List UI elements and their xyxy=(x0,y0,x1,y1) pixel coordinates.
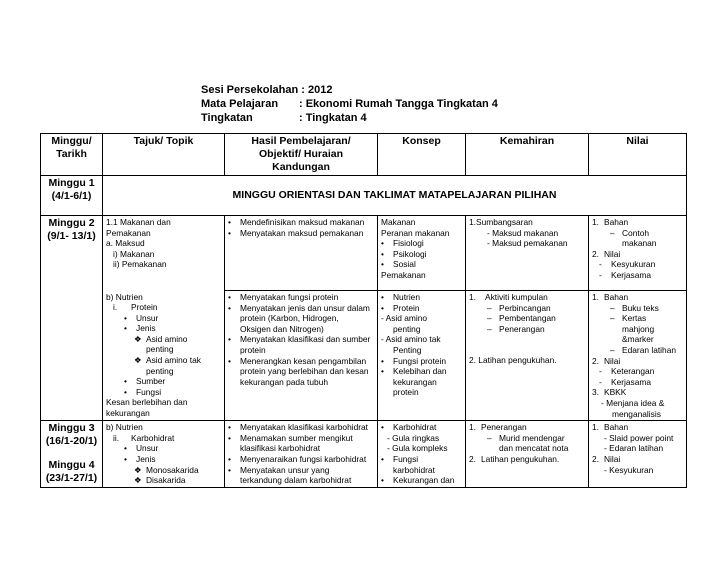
col-konsep: Konsep xyxy=(378,134,466,176)
week2-nilai-b: 1. Bahan – Buku teks – Kertas mahjong &marker – Edaran latihan 2. Nilai - Keterangan - Kerjasama 3. KBKK - Menjana idea & menganalisis xyxy=(589,291,687,421)
week3-topic: b) Nutrien ii. Karbohidrat • Unsur • Jenis ❖ Monosakarida ❖ Disakarida xyxy=(103,421,225,488)
session-line: Sesi Persekolahan : 2012 xyxy=(201,84,333,96)
week2-topic-a: 1.1 Makanan dan Pemakanan a. Maksud i) Makanan ii) Pemakanan xyxy=(103,216,225,291)
col-minggu: Minggu/ Tarikh xyxy=(41,134,103,176)
week3-nilai: 1. Bahan - Slaid power point - Edaran latihan 2. Nilai - Kesyukuran xyxy=(589,421,687,488)
week2-kemahiran-a: 1.Sumbangsaran - Maksud makanan - Maksud pemakanan xyxy=(466,216,589,291)
week2-konsep-b: • Nutrien • Protein - Asid amino penting - Asid amino tak Penting • Fungsi protein • Kelebihan dan kekurangan protein xyxy=(378,291,466,421)
week2-row-b xyxy=(41,291,687,421)
week3-hasil: • Menyatakan klasifikasi karbohidrat • Menamakan sumber mengikut klasifikasi karbohidrat • Menyenaraikan fungsi karbohidrat • Menyatakan unsur yang terkandung dalam karbohidrat xyxy=(225,421,378,488)
week2-label: Minggu 2 (9/1- 13/1) xyxy=(41,216,103,421)
col-hasil: Hasil Pembelajaran/ Objektif/ Huraian Kandungan xyxy=(225,134,378,176)
document-meta xyxy=(201,83,498,125)
week1-label: Minggu 1 (4/1-6/1) xyxy=(41,176,103,216)
week2-konsep-a: Makanan Peranan makanan • Fisiologi • Psikologi • Sosial Pemakanan xyxy=(378,216,466,291)
week2-hasil-b: • Menyatakan fungsi protein • Menyatakan jenis dan unsur dalam protein (Karbon, Hidrogen, Oksigen dan Nitrogen) • Menyatakan klasifikasi dan sumber protein • Menerangkan kesan pengambilan protein yang berlebihan dan kesan kekurangan pada tubuh xyxy=(225,291,378,421)
level-value: : Tingkatan 4 xyxy=(299,112,367,124)
week2-topic-b: b) Nutrien i. Protein • Unsur • Jenis ❖ Asid amino penting ❖ Asid amino tak penting • Sumber • Fungsi Kesan berlebihan dan kekurangan xyxy=(103,291,225,421)
week3-kemahiran: 1. Penerangan – Murid mendengar dan mencatat nota 2. Latihan pengukuhan. xyxy=(466,421,589,488)
subject-line xyxy=(201,97,498,111)
week2-nilai-a: 1. Bahan – Contoh makanan 2. Nilai - Kesyukuran - Kerjasama xyxy=(589,216,687,291)
week1-row xyxy=(41,176,687,216)
col-kemahiran: Kemahiran xyxy=(466,134,589,176)
level-line xyxy=(201,111,498,125)
orientation-text: MINGGU ORIENTASI DAN TAKLIMAT MATAPELAJARAN PILIHAN xyxy=(103,176,687,216)
header-row xyxy=(41,134,687,176)
week3-label: Minggu 3 (16/1-20/1) Minggu 4 (23/1-27/1) xyxy=(41,421,103,488)
week3-row xyxy=(41,421,687,488)
week3-konsep: • Karbohidrat - Gula ringkas - Gula kompleks • Fungsi karbohidrat • Kekurangan dan xyxy=(378,421,466,488)
week2-hasil-a: • Mendefinisikan maksud makanan • Menyatakan maksud pemakanan xyxy=(225,216,378,291)
subject-key: Mata Pelajaran xyxy=(201,98,279,110)
col-tajuk: Tajuk/ Topik xyxy=(103,134,225,176)
week2-row-a xyxy=(41,216,687,291)
lesson-plan-table xyxy=(40,133,687,488)
week2-kemahiran-b: 1. Aktiviti kumpulan – Perbincangan – Pembentangan – Penerangan 2. Latihan pengukuhan. xyxy=(466,291,589,421)
level-key: Tingkatan xyxy=(201,112,253,124)
col-nilai: Nilai xyxy=(589,134,687,176)
subject-value: : Ekonomi Rumah Tangga Tingkatan 4 xyxy=(299,98,498,110)
